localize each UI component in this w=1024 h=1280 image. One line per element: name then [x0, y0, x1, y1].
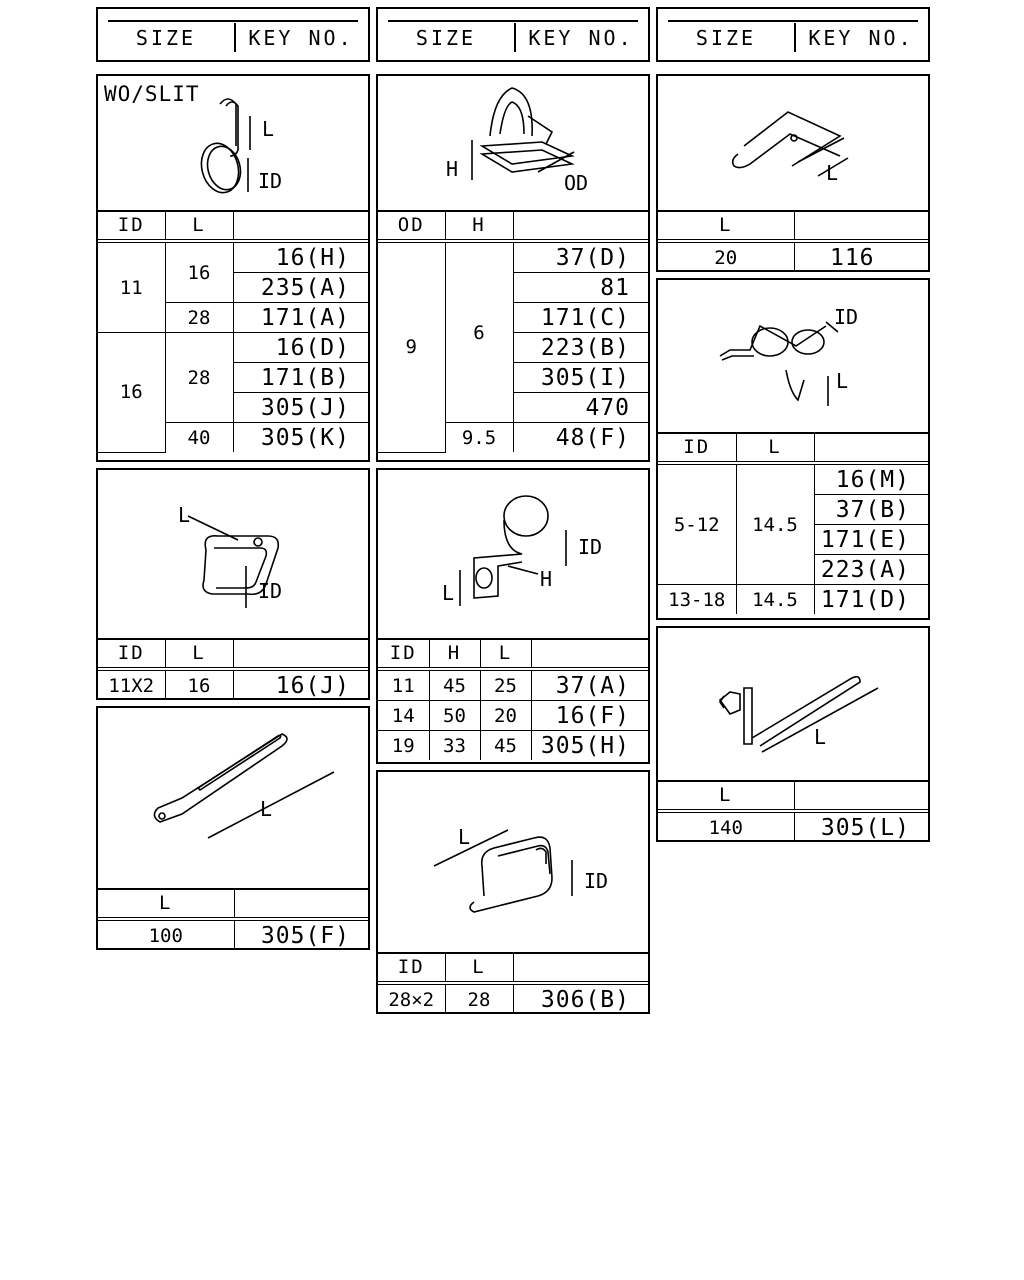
cell-h: 50 [429, 701, 480, 731]
cell-l: 16 [165, 669, 233, 700]
cell-l: 40 [165, 423, 233, 453]
size-table [98, 888, 368, 950]
cell-key: 305(I) [513, 363, 648, 393]
double-oval-drawing [378, 772, 648, 954]
slotted-strap-icon [98, 708, 368, 888]
col-key [513, 952, 648, 983]
cell-id: 13-18 [658, 585, 736, 615]
round-clamp-icon [98, 76, 368, 210]
cell-key: 16(H) [233, 241, 368, 273]
panel-firtree-clamp [656, 278, 930, 620]
col-h: H [445, 210, 513, 241]
cell-key: 305(F) [234, 919, 368, 950]
strap-drawing [98, 708, 368, 890]
double-oval-clamp-icon [378, 772, 648, 952]
panel-push-clip [376, 74, 650, 462]
cell-key: 37(B) [814, 495, 928, 525]
cell-key: 306(B) [513, 983, 648, 1014]
firtree-clamp-icon [658, 280, 928, 432]
cell-key: 305(L) [794, 811, 928, 842]
col-l: L [736, 432, 814, 463]
dim-h: H [446, 157, 459, 181]
cell-key: 171(D) [814, 585, 928, 615]
clip-drawing [378, 76, 648, 212]
col-id: ID [378, 638, 429, 669]
cell-key: 37(D) [513, 241, 648, 273]
dim-id: ID [578, 535, 603, 559]
size-table [658, 432, 928, 614]
dim-h: H [540, 567, 553, 591]
col-l: L [480, 638, 531, 669]
cell-h: 33 [429, 731, 480, 761]
cell-l: 45 [480, 731, 531, 761]
cell-id: 14 [378, 701, 429, 731]
cell-key: 37(A) [531, 669, 648, 701]
panel-round-clamp [96, 74, 370, 462]
cell-od: 9 [378, 241, 445, 452]
cell-l: 14.5 [736, 585, 814, 615]
col-key [531, 638, 648, 669]
size-table [378, 638, 648, 760]
cell-key: 16(F) [531, 701, 648, 731]
cell-key: 223(B) [513, 333, 648, 363]
key-no-header: KEY NO. [808, 25, 914, 50]
cell-key: 305(K) [233, 423, 368, 453]
col-key [513, 210, 648, 241]
cell-key: 235(A) [233, 273, 368, 303]
col-id: ID [98, 210, 165, 241]
tab-clip-icon [658, 76, 928, 210]
cell-l: 20 [658, 241, 794, 272]
dim-id: ID [834, 305, 859, 329]
col-l: L [98, 888, 234, 919]
dim-l: L [262, 117, 275, 141]
dim-l: L [826, 161, 839, 185]
col-id: ID [378, 952, 445, 983]
size-header: SIZE [98, 23, 236, 52]
col-l: L [658, 210, 794, 241]
cell-id: 5-12 [658, 463, 736, 585]
dim-l: L [836, 369, 849, 393]
col-l: L [658, 780, 794, 811]
header-col3 [656, 7, 930, 62]
col-key [794, 780, 928, 811]
tab-drawing [658, 76, 928, 212]
dim-l: L [178, 503, 191, 527]
cell-h: 45 [429, 669, 480, 701]
size-header: SIZE [658, 23, 796, 52]
cell-key: 16(D) [233, 333, 368, 363]
size-table [98, 210, 368, 453]
key-no-header: KEY NO. [248, 25, 354, 50]
cell-key: 470 [513, 393, 648, 423]
dim-id: ID [258, 579, 283, 603]
cell-key: 171(B) [233, 363, 368, 393]
panel-p-clamp [376, 468, 650, 764]
key-no-header: KEY NO. [528, 25, 634, 50]
size-table [658, 210, 928, 272]
cell-key: 171(A) [233, 303, 368, 333]
col-key [234, 888, 368, 919]
dim-l: L [814, 725, 827, 749]
header-col2 [376, 7, 650, 62]
cell-key: 81 [513, 273, 648, 303]
cell-l: 140 [658, 811, 794, 842]
size-table [378, 210, 648, 453]
cell-key: 16(J) [233, 669, 368, 700]
p-clamp-icon [378, 470, 648, 638]
push-clip-icon [378, 76, 648, 210]
cell-key: 48(F) [513, 423, 648, 453]
cell-l: 28 [165, 303, 233, 333]
cell-h: 6 [445, 241, 513, 423]
dim-l: L [260, 797, 273, 821]
cell-id: 11 [98, 241, 165, 333]
cell-h: 9.5 [445, 423, 513, 453]
col-h: H [429, 638, 480, 669]
firtree-drawing [658, 280, 928, 434]
col-l: L [165, 210, 233, 241]
col-key [233, 638, 368, 669]
col-key [794, 210, 928, 241]
bracket-drawing [658, 628, 928, 782]
wo-slit-note: WO/SLIT [104, 82, 200, 106]
cell-id: 28×2 [378, 983, 445, 1014]
cell-l: 25 [480, 669, 531, 701]
panel-oval-clamp [96, 468, 370, 700]
dim-od: OD [564, 171, 589, 195]
col-od: OD [378, 210, 445, 241]
panel-double-oval-clamp [376, 770, 650, 1014]
dim-id: ID [258, 169, 283, 193]
col-l: L [165, 638, 233, 669]
col-id: ID [98, 638, 165, 669]
cell-key: 171(C) [513, 303, 648, 333]
oval-drawing [98, 470, 368, 640]
size-table [378, 952, 648, 1014]
oval-clamp-icon [98, 470, 368, 638]
dim-id: ID [584, 869, 609, 893]
long-bracket-icon [658, 628, 928, 780]
cell-l: 16 [165, 241, 233, 303]
cell-id: 11X2 [98, 669, 165, 700]
cell-key: 116 [794, 241, 928, 272]
col-key [233, 210, 368, 241]
header-col1 [96, 7, 370, 62]
cell-id: 19 [378, 731, 429, 761]
cell-key: 171(E) [814, 525, 928, 555]
cell-key: 16(M) [814, 463, 928, 495]
p-clamp-drawing [378, 470, 648, 640]
panel-slotted-strap [96, 706, 370, 950]
panel-long-bracket [656, 626, 930, 842]
dim-l: L [458, 825, 471, 849]
cell-l: 100 [98, 919, 234, 950]
cell-id: 16 [98, 333, 165, 453]
cell-l: 14.5 [736, 463, 814, 585]
cell-l: 28 [165, 333, 233, 423]
col-l: L [445, 952, 513, 983]
col-id: ID [658, 432, 736, 463]
cell-key: 305(H) [531, 731, 648, 761]
clamp-drawing [98, 76, 368, 212]
cell-key: 223(A) [814, 555, 928, 585]
cell-key: 305(J) [233, 393, 368, 423]
cell-l: 20 [480, 701, 531, 731]
col-key [814, 432, 928, 463]
cell-id: 11 [378, 669, 429, 701]
size-header: SIZE [378, 23, 516, 52]
size-table [658, 780, 928, 842]
cell-l: 28 [445, 983, 513, 1014]
size-table [98, 638, 368, 700]
dim-l: L [442, 581, 455, 605]
panel-tab-clip [656, 74, 930, 272]
